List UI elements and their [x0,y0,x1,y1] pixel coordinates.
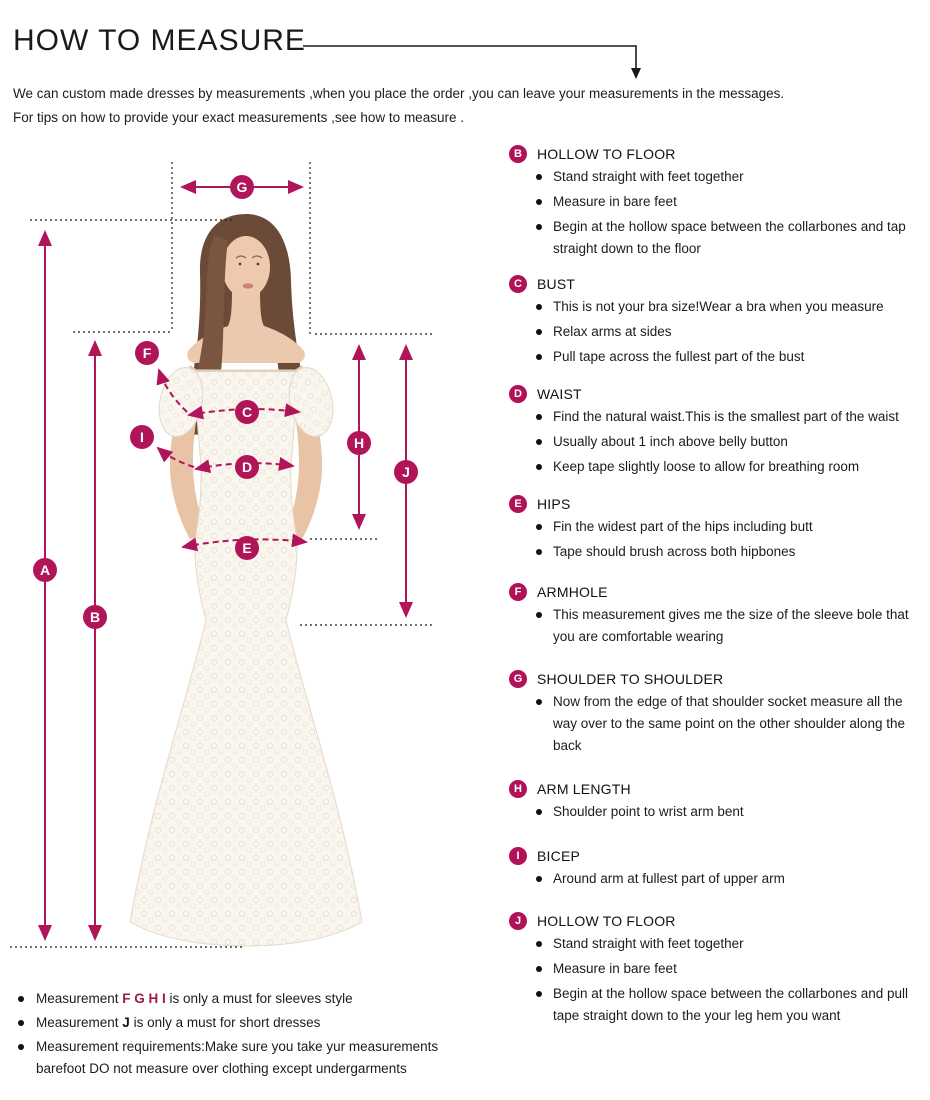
bullet-text: Usually about 1 inch above belly button [553,434,788,449]
bullet-text: Around arm at fullest part of upper arm [553,871,785,886]
section-title: HOLLOW TO FLOOR [537,913,676,929]
bullet-icon [536,439,542,445]
bullet-icon [536,329,542,335]
note-text: is only a must for short dresses [129,1015,321,1030]
section-badge: J [509,912,527,930]
bullet-icon [536,809,542,815]
note-requirements [18,1036,468,1080]
bullet-icon [18,1020,24,1026]
section-shoulder-to-shoulder [509,670,926,757]
marker-I: I [130,425,154,449]
section-title: HIPS [537,496,571,512]
note-text: Measurement [36,991,123,1006]
bullet-icon [18,996,24,1002]
title-underline-arrow [0,0,930,85]
bullet-text: Pull tape across the fullest part of the bust [553,349,805,364]
section-badge: H [509,780,527,798]
bullet-icon [536,699,542,705]
measurement-notes [18,988,468,1082]
section-waist [509,385,926,478]
bullet-text: Find the natural waist.This is the smallest part of the waist [553,409,899,424]
section-title: WAIST [537,386,582,402]
bullet-text: Begin at the hollow space between the collarbones and pull tape straight down to the your leg hem you want [553,986,908,1023]
bullet-icon [536,464,542,470]
bullet-icon [536,524,542,530]
section-badge: I [509,847,527,865]
section-title: ARMHOLE [537,584,608,600]
bullet-icon [536,612,542,618]
section-hollow-to-floor-b [509,145,926,260]
bullet-icon [536,174,542,180]
note-short-dresses [18,1012,468,1034]
marker-G: G [230,175,254,199]
page-title: HOW TO MEASURE [13,24,306,57]
bullet-text: Begin at the hollow space between the collarbones and tap straight down to the floor [553,219,906,256]
bullet-icon [536,991,542,997]
bullet-icon [536,304,542,310]
bullet-text: Relax arms at sides [553,324,672,339]
note-letter-j: J [122,1015,130,1030]
section-title: SHOULDER TO SHOULDER [537,671,724,687]
section-badge: F [509,583,527,601]
section-badge: D [509,385,527,403]
section-hollow-to-floor-j [509,912,926,1027]
dress-figure-illustration [0,140,470,970]
bullet-icon [536,224,542,230]
marker-J: J [394,460,418,484]
note-sleeves-style [18,988,468,1010]
bullet-icon [536,549,542,555]
bullet-icon [536,414,542,420]
bullet-text: Stand straight with feet together [553,936,744,951]
note-text: Measurement [36,1015,123,1030]
bullet-icon [536,876,542,882]
intro-line-2: For tips on how to provide your exact measurements ,see how to measure . [13,110,464,125]
section-armhole [509,583,926,648]
section-title: HOLLOW TO FLOOR [537,146,676,162]
section-title: BUST [537,276,576,292]
note-letters-fghi: F G H I [122,991,166,1006]
marker-E: E [235,536,259,560]
section-title: ARM LENGTH [537,781,631,797]
bullet-icon [18,1044,24,1050]
marker-D: D [235,455,259,479]
note-text: is only a must for sleeves style [165,991,353,1006]
marker-H: H [347,431,371,455]
bullet-icon [536,199,542,205]
marker-B: B [83,605,107,629]
section-badge: E [509,495,527,513]
marker-C: C [235,400,259,424]
bullet-text: Stand straight with feet together [553,169,744,184]
bullet-text: This is not your bra size!Wear a bra when you measure [553,299,884,314]
section-badge: C [509,275,527,293]
bullet-text: Measure in bare feet [553,961,677,976]
model-photo [130,214,362,946]
section-title: BICEP [537,848,581,864]
bullet-text: Shoulder point to wrist arm bent [553,804,744,819]
bullet-icon [536,966,542,972]
section-badge: B [509,145,527,163]
marker-A: A [33,558,57,582]
bullet-text: Tape should brush across both hipbones [553,544,796,559]
section-hips [509,495,926,563]
intro-line-1: We can custom made dresses by measurements ,when you place the order ,you can leave your measurements in the messages. [13,86,785,101]
section-bust [509,275,926,368]
bullet-text: Keep tape slightly loose to allow for breathing room [553,459,860,474]
section-badge: G [509,670,527,688]
measurement-diagram [0,140,470,970]
bullet-text: This measurement gives me the size of the sleeve bole that you are comfortable wearing [553,607,909,644]
bullet-text: Fin the widest part of the hips including butt [553,519,813,534]
bullet-text: Now from the edge of that shoulder socket measure all the way over to the same point on the other shoulder along the back [553,694,905,753]
bullet-icon [536,354,542,360]
marker-F: F [135,341,159,365]
note-text: Measurement requirements:Make sure you take yur measurements barefoot DO not measure over clothing except undergarments [36,1039,439,1076]
section-bicep [509,847,926,890]
section-arm-length [509,780,926,823]
bullet-icon [536,941,542,947]
bullet-text: Measure in bare feet [553,194,677,209]
